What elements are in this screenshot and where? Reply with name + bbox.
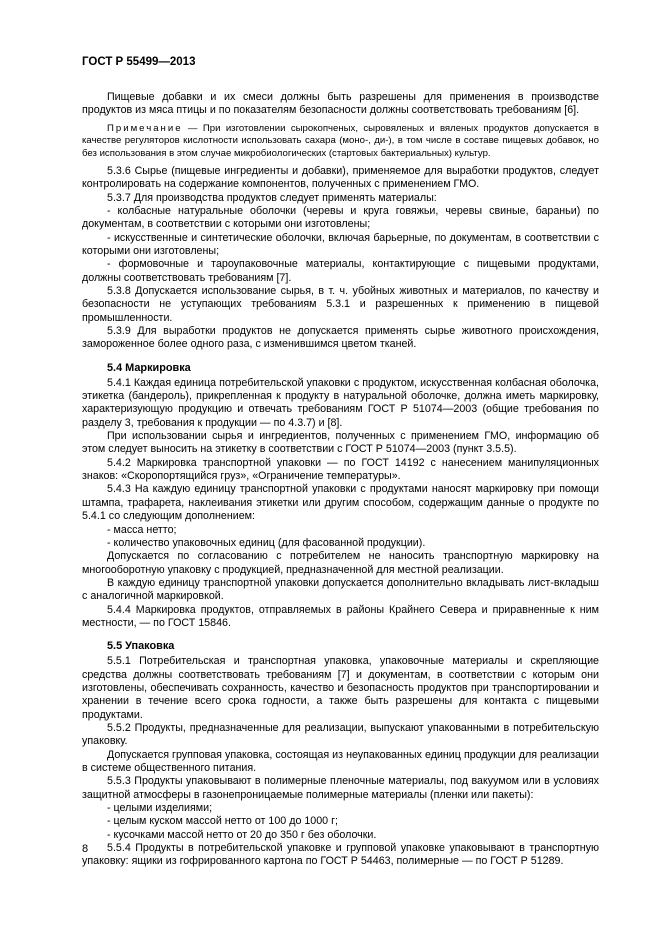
list-item: - целым куском массой нетто от 100 до 1000 г; [107,815,338,828]
note-text: — При изготовлении сырокопченых, сыровяленых и вяленых продуктов допускается в качестве регуляторов кислотности использовать сахара (моно-, ди-), в том числе в составе пищевых добавок, но без использования в этом случае микробиологических (стартовых бактериальных) культур. [82,122,599,159]
paragraph-5-5-1: 5.5.1 Потребительская и транспортная упаковка, упаковочные материалы и скрепляющие средства должны соответствовать требованиям [7] и документам, в соответствии с которым они изготовлены, обеспечивать сохранность, качество и безопасность продуктов при транспортировании и хранении в течение всего срока годности, а также быть разрешены для контакта с пищевыми продуктами. [82,655,599,721]
paragraph-5-3-7: 5.3.7 Для производства продуктов следует применять материалы: [107,191,437,204]
paragraph-5-4-3: 5.4.3 На каждую единицу транспортной упаковки с продуктами наносят маркировку при помощи штампа, трафарета, наклеивания этикетки или другим способом, содержащим данные о продукте по 5.4.1 со следующим дополнением: [82,483,599,523]
paragraph-5-4-3-insert: В каждую единицу транспортной упаковки допускается дополнительно вкладывать лист-вкладыш с аналогичной маркировкой. [82,576,599,603]
section-heading-marking: 5.4 Маркировка [107,361,191,374]
list-item: - масса нетто; [107,523,177,536]
paragraph-5-4-1-gmo: При использовании сырья и ингредиентов, полученных с применением ГМО, информацию об этом следует выносить на этикетку в соответствии с ГОСТ Р 51074—2003 (пункт 3.5.5). [82,430,599,456]
list-item: - целыми изделиями; [107,802,213,815]
paragraph-5-4-3-agreement: Допускается по согласованию с потребителем не наносить транспортную маркировку на многооборотную упаковку с продукцией, предназначенной для местной реализации. [82,550,599,576]
note-label: Примечание [107,122,183,134]
paragraph-5-3-9: 5.3.9 Для выработки продуктов не допускается применять сырье животного происхождения, замороженное более одного раза, с изменившимся цветом тканей. [82,325,599,351]
paragraph-5-5-3: 5.5.3 Продукты упаковывают в полимерные пленочные материалы, под вакуумом или в условиях защитной атмосферы в газонепроницаемые полимерные материалы (пленки или пакеты): [82,775,599,801]
paragraph-food-additives: Пищевые добавки и их смеси должны быть разрешены для применения в производстве продуктов из мяса птицы и по показателям безопасности должны соответствовать требованиям [6]. [82,91,599,117]
note-paragraph [82,123,599,160]
paragraph-5-4-4: 5.4.4 Маркировка продуктов, отправляемых в районы Крайнего Севера и приравненные к ним местности, — по ГОСТ 15846. [82,603,599,629]
page-number: 8 [82,843,89,855]
paragraph-5-5-2-group: Допускается групповая упаковка, состоящая из неупакованных единиц продукции для реализации в системе общественного питания. [82,748,599,774]
list-item: - искусственные и синтетические оболочки, включая барьерные, по документам, в соответствии с которыми они изготовлены; [82,231,599,257]
paragraph-5-4-2: 5.4.2 Маркировка транспортной упаковки — по ГОСТ 14192 с нанесением манипуляционных знаков: «Скоропортящийся груз», «Ограничение температуры». [82,456,599,483]
list-item: - колбасные натуральные оболочки (черевы и круга говяжьи, черевы свиные, бараньи) по документам, в соответствии с которыми они изготовлены; [82,204,599,231]
paragraph-5-5-4: 5.5.4 Продукты в потребительской упаковке и групповой упаковке упаковывают в транспортную упаковку: ящики из гофрированного картона по ГОСТ Р 54463, полимерные — по ГОСТ Р 51289. [82,842,599,868]
paragraph-5-3-6: 5.3.6 Сырье (пищевые ингредиенты и добавки), применяемое для выработки продуктов, следует контролировать на содержание компонентов, полученных с применением ГМО. [82,164,599,191]
paragraph-5-5-2: 5.5.2 Продукты, предназначенные для реализации, выпускают упакованными в потребительскую упаковку. [82,721,599,748]
document-body [82,91,599,869]
list-item: - кусочками массой нетто от 20 до 350 г без оболочки. [107,828,377,841]
section-heading-packaging: 5.5 Упаковка [107,640,175,653]
list-item: - количество упаковочных единиц (для фасованной продукции). [107,536,426,549]
paragraph-5-3-8: 5.3.8 Допускается использование сырья, в т. ч. убойных животных и материалов, по качеству и безопасности не уступающих требованиям 5.3.1 и разрешенных к применению в пищевой промышленности. [82,285,599,324]
paragraph-5-4-1: 5.4.1 Каждая единица потребительской упаковки с продуктом, искусственная колбасная оболочка, этикетка (бандероль), прикрепленная к продукту в натуральной оболочке, должна иметь маркировку, характеризующую продукцию и отвечать требованиям ГОСТ Р 51074—2003 (общие требования по разделу 3, требования к продукции — по 4.3.7) и [8]. [82,376,599,429]
document-header: ГОСТ Р 55499—2013 [82,56,196,68]
list-item: - формовочные и тароупаковочные материалы, контактирующие с пищевыми продуктами, должны соответствовать требованиям [7]. [82,258,599,284]
